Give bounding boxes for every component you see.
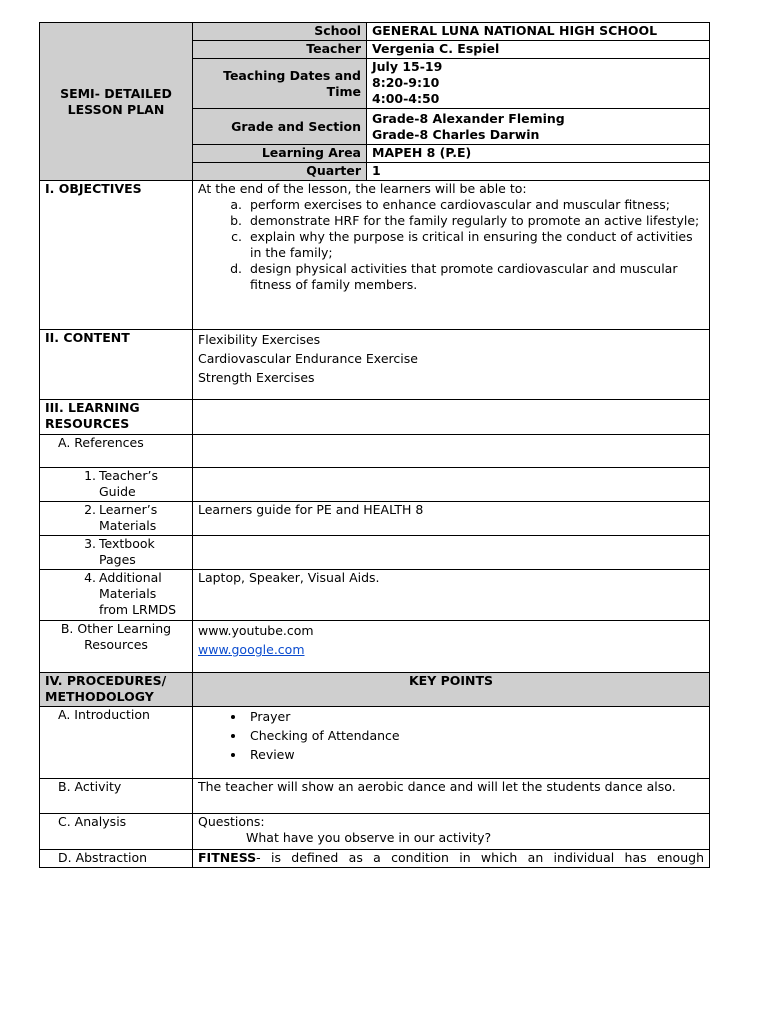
learners-materials-text: Learner’s Materials (99, 502, 158, 533)
learning-area-label: Learning Area (193, 145, 367, 163)
google-link[interactable]: www.google.com (198, 642, 305, 657)
activity-label: B. Activity (40, 779, 193, 814)
learners-materials-num: 2. (84, 502, 96, 517)
textbook-pages-text: Textbook Pages (99, 536, 155, 567)
grade-section-label: Grade and Section (193, 109, 367, 145)
objective-item: d. design physical activities that promote cardiovascular and muscular fitness of family members. (246, 261, 704, 293)
other-resources-label: B. Other Learning Resources (40, 621, 193, 673)
objective-item: a. perform exercises to enhance cardiovascular and muscular fitness; (246, 197, 704, 213)
teachers-guide-value (193, 468, 710, 502)
teaching-time-1: 8:20-9:10 (372, 75, 440, 90)
procedures-label: IV. PROCEDURES/ METHODOLOGY (40, 673, 193, 707)
quarter-value: 1 (367, 163, 710, 181)
additional-materials-text: Additional Materials from LRMDS (99, 570, 177, 617)
learners-materials-value: Learners guide for PE and HEALTH 8 (193, 502, 710, 536)
grade-section-value (367, 109, 710, 145)
references-value (193, 435, 710, 468)
introduction-item: • Checking of Attendance (246, 726, 704, 745)
teaching-date: July 15-19 (372, 59, 443, 74)
teachers-guide-label (40, 468, 193, 502)
key-points-header: KEY POINTS (193, 673, 710, 707)
introduction-item: • Review (246, 745, 704, 764)
abstraction-term: FITNESS (198, 850, 257, 865)
teachers-guide-text: Teacher’s Guide (99, 468, 158, 499)
learners-materials-label (40, 502, 193, 536)
school-label: School (193, 23, 367, 41)
objective-item: b. demonstrate HRF for the family regularly to promote an active lifestyle; (246, 213, 704, 229)
textbook-pages-value (193, 536, 710, 570)
textbook-pages-num: 3. (84, 536, 96, 551)
resources-value (193, 400, 710, 435)
content-label: II. CONTENT (40, 330, 193, 400)
additional-materials-num: 4. (84, 570, 96, 585)
objectives-label: I. OBJECTIVES (40, 181, 193, 330)
youtube-link-text: www.youtube.com (198, 623, 314, 638)
section-2: Grade-8 Charles Darwin (372, 126, 540, 142)
teaching-time-2: 4:00-4:50 (372, 91, 440, 106)
resources-label: III. LEARNING RESOURCES (40, 400, 193, 435)
content-item: Strength Exercises (198, 370, 315, 385)
school-value: GENERAL LUNA NATIONAL HIGH SCHOOL (367, 23, 710, 41)
quarter-label: Quarter (193, 163, 367, 181)
analysis-label: C. Analysis (40, 814, 193, 850)
textbook-pages-label (40, 536, 193, 570)
learning-area-value: MAPEH 8 (P.E) (367, 145, 710, 163)
analysis-question: What have you observe in our activity? (246, 830, 492, 845)
additional-materials-label (40, 570, 193, 621)
references-label: A. References (40, 435, 193, 468)
other-resources-cell (193, 621, 710, 673)
abstraction-cell (193, 850, 710, 868)
analysis-heading: Questions: (198, 814, 265, 829)
teaching-dates-value (367, 59, 710, 109)
additional-materials-value: Laptop, Speaker, Visual Aids. (193, 570, 710, 621)
teacher-label: Teacher (193, 41, 367, 59)
objectives-cell (193, 181, 710, 330)
teacher-value: Vergenia C. Espiel (367, 41, 710, 59)
content-item: Cardiovascular Endurance Exercise (198, 351, 418, 366)
teachers-guide-num: 1. (84, 468, 96, 483)
content-cell (193, 330, 710, 400)
abstraction-label: D. Abstraction (40, 850, 193, 868)
plan-title: SEMI- DETAILED LESSON PLAN (60, 85, 172, 117)
section-1: Grade-8 Alexander Fleming (372, 110, 565, 126)
introduction-label: A. Introduction (40, 707, 193, 779)
abstraction-text: - is defined as a condition in which an individual has enough (256, 850, 704, 865)
introduction-cell (193, 707, 710, 779)
introduction-list (198, 707, 704, 764)
content-item: Flexibility Exercises (198, 332, 321, 347)
teaching-dates-label: Teaching Dates and Time (193, 59, 367, 109)
introduction-item: • Prayer (246, 707, 704, 726)
analysis-cell (193, 814, 710, 850)
plan-title-cell (40, 23, 193, 181)
lesson-plan-table (39, 22, 710, 868)
objective-item: c. explain why the purpose is critical in ensuring the conduct of activities in the family; (246, 229, 704, 261)
objectives-intro: At the end of the lesson, the learners will be able to: (198, 181, 527, 196)
activity-text: The teacher will show an aerobic dance and will let the students dance also. (193, 779, 710, 814)
objectives-list (198, 197, 704, 293)
